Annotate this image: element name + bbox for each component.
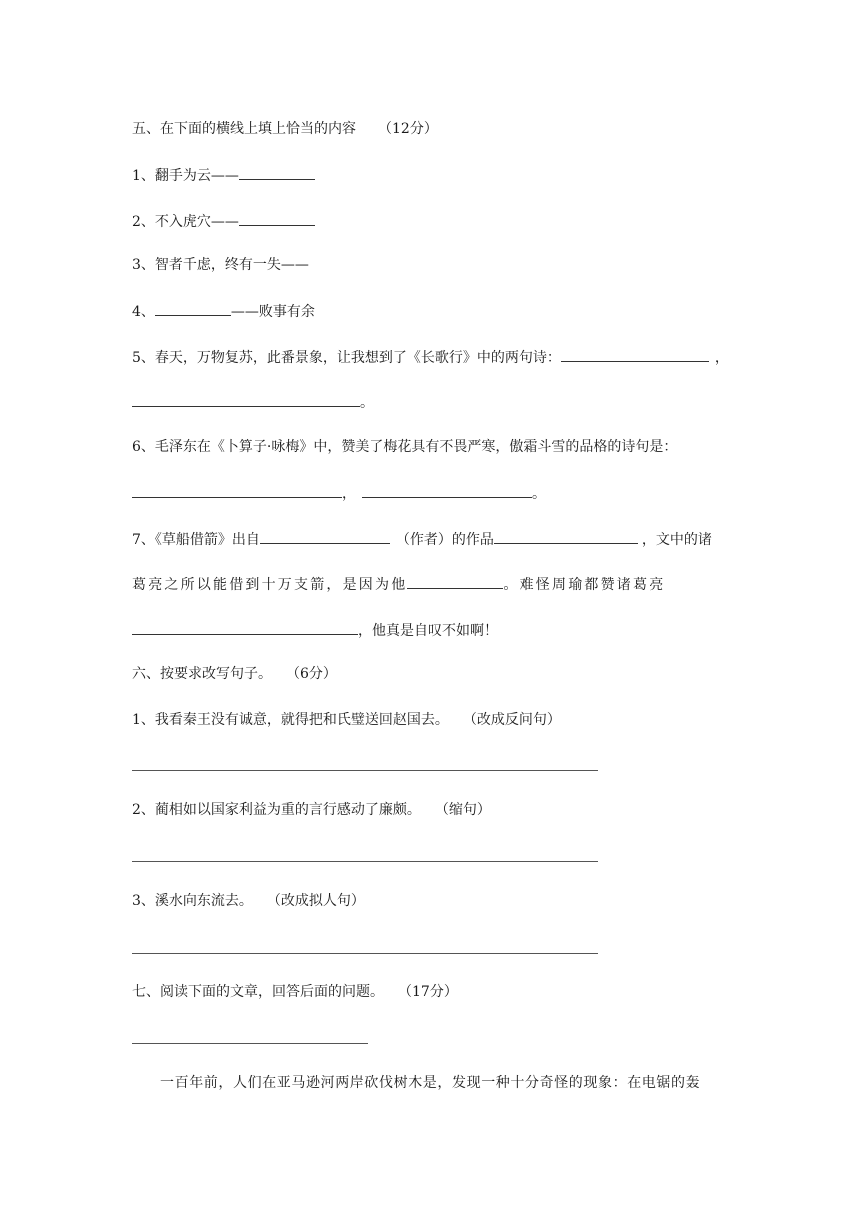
answer-blank[interactable] bbox=[362, 482, 532, 498]
section-6-heading bbox=[132, 664, 337, 684]
question-5-7-line2 bbox=[132, 573, 665, 593]
section-5-score: （12分） bbox=[378, 121, 438, 137]
question-number: 4、 bbox=[132, 304, 155, 320]
section-7-score: （17分） bbox=[398, 984, 458, 1000]
passage-text: 一百年前，人们在亚马逊河两岸砍伐树木是，发现一种十分奇怪的现象：在电锯的轰 bbox=[160, 1075, 701, 1091]
question-text: （作者）的作品 bbox=[395, 532, 494, 548]
answer-blank[interactable] bbox=[407, 573, 503, 589]
question-text: 2、蔺相如以国家利益为重的言行感动了廉颇。 bbox=[132, 802, 421, 818]
question-6-3 bbox=[132, 891, 365, 911]
answer-blank[interactable] bbox=[132, 482, 342, 498]
question-5-7 bbox=[132, 528, 712, 548]
question-5-3 bbox=[132, 255, 309, 275]
question-text: 7、《草船借箭》出自 bbox=[132, 532, 260, 548]
punctuation: ， bbox=[714, 350, 729, 366]
question-text: ，文中的诸 bbox=[641, 532, 712, 548]
question-5-1 bbox=[132, 164, 315, 184]
question-text: 。难怪周瑜都赞诸葛亮 bbox=[503, 577, 666, 593]
question-text: 3、智者千虑，终有一失—— bbox=[132, 257, 309, 273]
requirement-text: （改成拟人句） bbox=[266, 893, 365, 909]
punctuation: ， bbox=[342, 486, 356, 502]
answer-line[interactable] bbox=[132, 861, 598, 862]
question-5-6-line2 bbox=[132, 482, 546, 502]
requirement-text: （缩句） bbox=[434, 802, 491, 818]
answer-blank[interactable] bbox=[155, 300, 231, 316]
question-5-2 bbox=[132, 210, 315, 230]
section-5-heading bbox=[132, 119, 438, 139]
section-7-title: 七、阅读下面的文章，回答后面的问题。 bbox=[132, 984, 384, 1000]
question-5-6 bbox=[132, 437, 677, 457]
question-text: ，他真是自叹不如啊！ bbox=[358, 623, 498, 639]
section-5-title: 五、在下面的横线上填上恰当的内容 bbox=[132, 121, 356, 137]
title-blank-line[interactable] bbox=[132, 1043, 368, 1044]
question-5-7-line3 bbox=[132, 619, 498, 639]
question-6-2 bbox=[132, 800, 491, 820]
answer-line[interactable] bbox=[132, 953, 598, 954]
requirement-text: （改成反问句） bbox=[462, 712, 561, 728]
question-5-5-line2 bbox=[132, 391, 374, 411]
section-7-heading bbox=[132, 982, 458, 1002]
question-text: 葛亮之所以能借到十万支箭，是因为他 bbox=[132, 577, 408, 593]
question-5-5 bbox=[132, 346, 729, 366]
reading-passage-paragraph bbox=[160, 1073, 700, 1093]
question-5-4 bbox=[132, 300, 315, 320]
answer-blank[interactable] bbox=[239, 210, 315, 226]
section-6-title: 六、按要求改写句子。 bbox=[132, 666, 272, 682]
question-text: ——败事有余 bbox=[230, 304, 315, 320]
answer-blank[interactable] bbox=[132, 391, 360, 407]
question-text: 1、我看秦王没有诚意，就得把和氏璧送回赵国去。 bbox=[132, 712, 449, 728]
answer-blank[interactable] bbox=[494, 528, 638, 544]
question-6-1 bbox=[132, 710, 561, 730]
answer-blank[interactable] bbox=[132, 619, 358, 635]
question-text: 1、翻手为云—— bbox=[132, 168, 239, 184]
question-text: 3、溪水向东流去。 bbox=[132, 893, 253, 909]
section-6-score: （6分） bbox=[286, 666, 337, 682]
punctuation: 。 bbox=[532, 486, 546, 502]
punctuation: 。 bbox=[360, 395, 374, 411]
answer-blank[interactable] bbox=[561, 346, 709, 362]
question-text: 5、春天，万物复苏，此番景象，让我想到了《长歌行》中的两句诗： bbox=[132, 350, 561, 366]
answer-blank[interactable] bbox=[239, 164, 315, 180]
question-text: 2、不入虎穴—— bbox=[132, 214, 239, 230]
answer-line[interactable] bbox=[132, 770, 598, 771]
question-text: 6、毛泽东在《卜算子·咏梅》中，赞美了梅花具有不畏严寒，傲霜斗雪的品格的诗句是： bbox=[132, 439, 678, 455]
answer-blank[interactable] bbox=[260, 528, 390, 544]
